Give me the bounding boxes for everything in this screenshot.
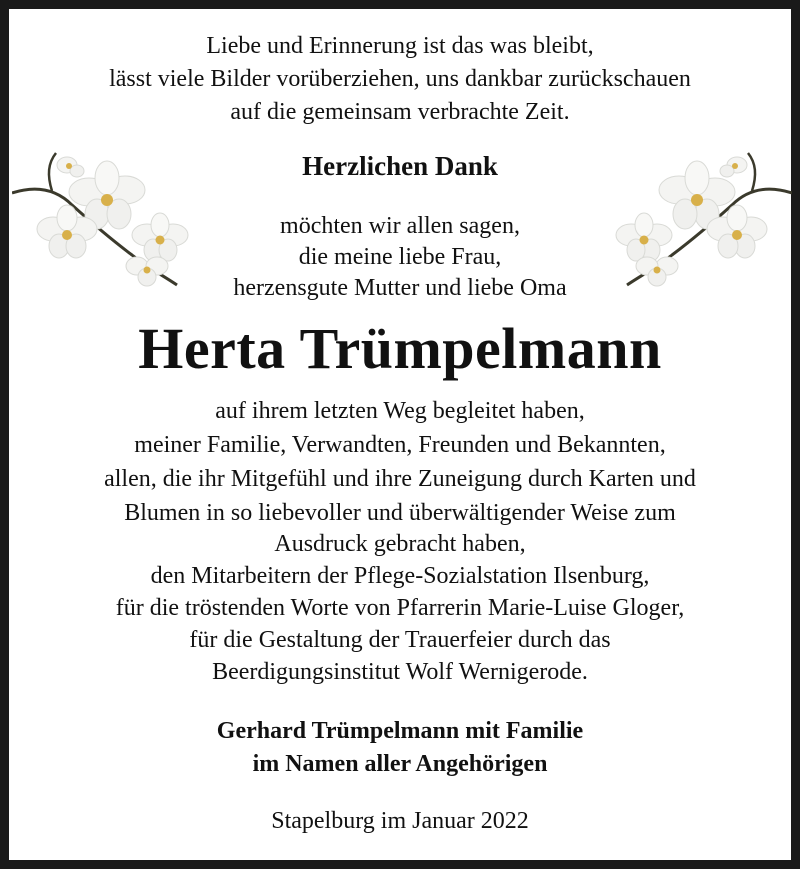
body-line-9: Beerdigungsinstitut Wolf Wernigerode. [212, 659, 588, 685]
body-line-8: für die Gestaltung der Trauerfeier durch das [189, 627, 611, 653]
poem-line-2: lässt viele Bilder vorüberziehen, uns dankbar zurückschauen [109, 66, 691, 92]
thanks-heading: Herzlichen Dank [302, 151, 498, 181]
signature-line-2: im Namen aller Angehörigen [252, 751, 548, 777]
body-line-4: Blumen in so liebevoller und überwältigender Weise zum [124, 500, 676, 526]
body-line-6: den Mitarbeitern der Pflege-Sozialstation Ilsenburg, [150, 563, 650, 589]
place-date: Stapelburg im Januar 2022 [271, 808, 529, 834]
body-line-1: auf ihrem letzten Weg begleitet haben, [215, 398, 585, 424]
body-line-3: allen, die ihr Mitgefühl und ihre Zuneigung durch Karten und [104, 466, 696, 492]
orchid-branch-icon [12, 145, 192, 295]
body-line-2: meiner Familie, Verwandten, Freunden und Bekannten, [134, 432, 666, 458]
poem-line-3: auf die gemeinsam verbrachte Zeit. [230, 99, 570, 125]
intro-line-2: die meine liebe Frau, [298, 244, 502, 270]
deceased-name: Herta Trümpelmann [138, 316, 662, 381]
body-line-5: Ausdruck gebracht haben, [274, 531, 526, 557]
orchid-branch-icon [612, 145, 792, 295]
intro-line-3: herzensgute Mutter und liebe Oma [233, 275, 567, 301]
intro-line-1: möchten wir allen sagen, [280, 213, 520, 239]
poem-line-1: Liebe und Erinnerung ist das was bleibt, [206, 33, 594, 59]
signature-line-1: Gerhard Trümpelmann mit Familie [216, 718, 584, 744]
body-line-7: für die tröstenden Worte von Pfarrerin Marie-Luise Gloger, [115, 595, 685, 621]
